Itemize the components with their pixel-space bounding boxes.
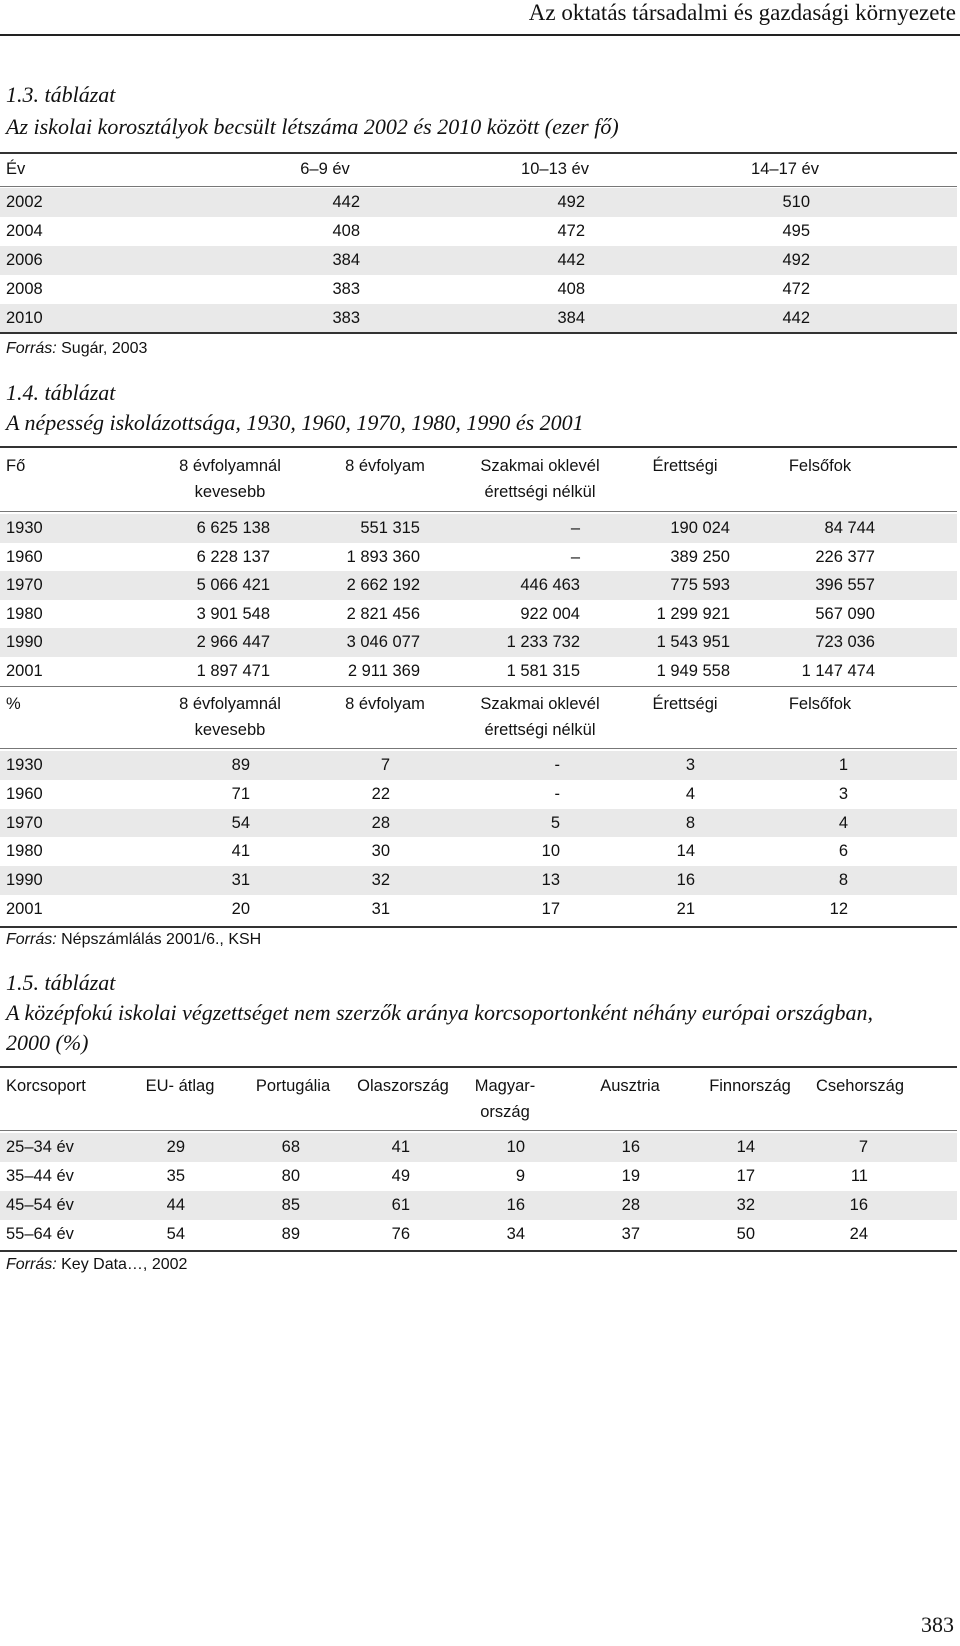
table-cell: 49 bbox=[391, 1167, 410, 1185]
table-1-4-mid-rule bbox=[0, 686, 957, 687]
table-cell: 1 bbox=[838, 756, 848, 774]
table-cell: 1 233 732 bbox=[506, 633, 580, 651]
column-header: Fő bbox=[6, 457, 26, 475]
column-header-line-2: kevesebb bbox=[194, 483, 266, 501]
table-cell: 11 bbox=[850, 1167, 868, 1185]
table-cell: 2008 bbox=[6, 280, 43, 298]
table-cell: 383 bbox=[332, 280, 360, 298]
column-header: 8 évfolyamnál bbox=[179, 457, 281, 475]
table-cell: – bbox=[570, 519, 580, 537]
table-cell: 8 bbox=[685, 813, 695, 832]
table-1-3-top-rule bbox=[0, 152, 957, 154]
table-cell: 31 bbox=[371, 900, 390, 918]
table-cell: 32 bbox=[371, 871, 390, 890]
table-cell: 54 bbox=[166, 1225, 185, 1243]
column-header: 8 évfolyam bbox=[345, 457, 425, 475]
table-cell: 19 bbox=[621, 1167, 640, 1185]
column-header: Felsőfok bbox=[788, 695, 852, 713]
column-header: % bbox=[6, 695, 21, 713]
column-header: 14–17 év bbox=[751, 160, 819, 178]
table-1-4-bottom-rule bbox=[0, 926, 957, 928]
table-cell: 1 897 471 bbox=[196, 661, 270, 680]
table-cell: 14 bbox=[676, 842, 695, 861]
table-row bbox=[0, 543, 957, 572]
table-cell: 2006 bbox=[6, 251, 43, 269]
table-cell: 2001 bbox=[6, 900, 43, 918]
table-1-3-bottom-rule bbox=[0, 332, 957, 334]
column-header: 8 évfolyamnál bbox=[179, 695, 281, 713]
table-cell: 4 bbox=[838, 813, 848, 832]
table-cell: 1 299 921 bbox=[656, 604, 730, 623]
table-row bbox=[0, 246, 957, 275]
table-cell: 16 bbox=[849, 1196, 868, 1214]
column-header-line-2: ország bbox=[480, 1103, 530, 1121]
table-cell: 17 bbox=[541, 900, 560, 918]
table-cell: - bbox=[554, 784, 560, 803]
table-cell: 384 bbox=[332, 251, 360, 269]
table-cell: 1 581 315 bbox=[506, 661, 580, 680]
table-cell: 28 bbox=[371, 813, 390, 832]
column-header: Szakmai oklevél bbox=[480, 457, 600, 475]
table-cell: 408 bbox=[332, 222, 360, 240]
column-header: Év bbox=[6, 160, 26, 178]
column-header: Korcsoport bbox=[6, 1077, 86, 1095]
table-cell: 922 004 bbox=[520, 604, 580, 623]
table-1-5-title-line-2: 2000 (%) bbox=[6, 1030, 89, 1055]
table-cell: 34 bbox=[506, 1225, 525, 1243]
table-cell: 3 bbox=[685, 756, 695, 774]
table-cell: 32 bbox=[736, 1196, 755, 1214]
table-cell: 7 bbox=[858, 1138, 868, 1156]
table-cell: 31 bbox=[231, 871, 250, 890]
column-header: Felsőfok bbox=[788, 457, 852, 475]
table-1-5-source bbox=[6, 1256, 187, 1274]
table-cell: 50 bbox=[736, 1225, 755, 1243]
table-cell: 16 bbox=[676, 871, 695, 890]
table-cell: 3 bbox=[838, 784, 848, 803]
table-1-4-source bbox=[6, 931, 261, 949]
table-cell: 510 bbox=[782, 193, 810, 211]
table-cell: 383 bbox=[332, 309, 360, 327]
table-cell: 2 966 447 bbox=[196, 633, 270, 651]
table-cell: 41 bbox=[391, 1138, 410, 1156]
table-cell: 29 bbox=[166, 1138, 185, 1156]
table-1-5-top-rule bbox=[0, 1066, 957, 1068]
column-header: 8 évfolyam bbox=[345, 695, 425, 713]
table-cell: 17 bbox=[736, 1167, 755, 1185]
table-cell: 45–54 év bbox=[6, 1196, 74, 1214]
table-cell: 68 bbox=[281, 1138, 300, 1156]
source-label: Forrás: bbox=[6, 931, 57, 948]
table-row bbox=[0, 895, 957, 924]
table-cell: 1 543 951 bbox=[656, 633, 730, 651]
table-1-4-title: A népesség iskolázottsága, 1930, 1960, 1970, 1980, 1990 és 2001 bbox=[6, 410, 584, 435]
table-cell: 28 bbox=[621, 1196, 640, 1214]
table-cell: 14 bbox=[736, 1138, 755, 1156]
table-cell: 2 662 192 bbox=[346, 576, 420, 594]
table-row bbox=[0, 571, 957, 600]
table-cell: 492 bbox=[557, 193, 585, 211]
table-cell: 446 463 bbox=[520, 576, 580, 594]
table-cell: 6 bbox=[838, 842, 848, 861]
table-cell: 1960 bbox=[6, 784, 43, 803]
source-text: Sugár, 2003 bbox=[56, 340, 148, 357]
table-row bbox=[0, 837, 957, 866]
table-row bbox=[0, 600, 957, 629]
table-1-5-label: 1.5. táblázat bbox=[6, 970, 116, 995]
table-cell: 1 893 360 bbox=[346, 547, 420, 566]
table-cell: 567 090 bbox=[815, 604, 875, 623]
table-cell: 12 bbox=[829, 900, 848, 918]
table-row bbox=[0, 628, 957, 657]
table-cell: 61 bbox=[391, 1196, 410, 1214]
table-cell: 1930 bbox=[6, 519, 43, 537]
table-cell: 389 250 bbox=[670, 547, 730, 566]
table-cell: 21 bbox=[676, 900, 695, 918]
table-cell: 30 bbox=[371, 842, 390, 861]
column-header: Érettségi bbox=[652, 695, 718, 713]
table-cell: 16 bbox=[621, 1138, 640, 1156]
table-row bbox=[0, 514, 957, 543]
column-header-line-2: érettségi nélkül bbox=[484, 483, 596, 501]
running-head-title: Az oktatás társadalmi és gazdasági környezete bbox=[528, 0, 956, 25]
table-cell: 2 911 369 bbox=[347, 661, 420, 680]
table-cell: 1960 bbox=[6, 547, 43, 566]
table-1-5-header-rule bbox=[0, 1130, 957, 1131]
table-row bbox=[0, 780, 957, 809]
table-row bbox=[0, 1162, 957, 1191]
table-cell: 1990 bbox=[6, 871, 43, 890]
column-header: Portugália bbox=[255, 1077, 331, 1095]
table-cell: 35–44 év bbox=[6, 1167, 74, 1185]
table-cell: 76 bbox=[391, 1225, 410, 1243]
table-cell: 723 036 bbox=[815, 633, 875, 651]
source-text: Key Data…, 2002 bbox=[56, 1256, 188, 1273]
table-cell: 472 bbox=[557, 222, 585, 240]
table-cell: 6 625 138 bbox=[196, 519, 270, 537]
column-header: 6–9 év bbox=[300, 160, 350, 178]
column-header: Csehország bbox=[815, 1077, 905, 1095]
table-cell: 16 bbox=[506, 1196, 525, 1214]
column-header: 10–13 év bbox=[521, 160, 589, 178]
table-cell: 84 744 bbox=[824, 519, 875, 537]
table-cell: 13 bbox=[541, 871, 560, 890]
table-1-3-header-rule bbox=[0, 186, 957, 187]
table-cell: 775 593 bbox=[670, 576, 730, 594]
table-cell: 4 bbox=[685, 784, 695, 803]
table-1-3-title: Az iskolai korosztályok becsült létszáma 2002 és 2010 között (ezer fő) bbox=[6, 114, 619, 139]
column-header: Érettségi bbox=[652, 457, 718, 475]
table-cell: 3 046 077 bbox=[346, 633, 420, 651]
table-1-4-top-rule bbox=[0, 446, 957, 448]
table-cell: 54 bbox=[231, 813, 250, 832]
table-cell: 35 bbox=[166, 1167, 185, 1185]
table-cell: 10 bbox=[541, 842, 560, 861]
table-row bbox=[0, 751, 957, 780]
table-cell: 1990 bbox=[6, 633, 43, 651]
table-cell: 396 557 bbox=[815, 576, 875, 594]
table-cell: 1980 bbox=[6, 604, 43, 623]
table-cell: 1980 bbox=[6, 842, 43, 861]
table-cell: 190 024 bbox=[670, 519, 730, 537]
table-cell: 55–64 év bbox=[6, 1225, 74, 1243]
column-header: Magyar- bbox=[474, 1077, 536, 1095]
table-cell: 24 bbox=[849, 1225, 868, 1243]
table-cell: 1 147 474 bbox=[801, 661, 875, 680]
page-number: 383 bbox=[921, 1612, 954, 1637]
table-1-3-label: 1.3. táblázat bbox=[6, 82, 116, 107]
table-row bbox=[0, 657, 957, 686]
table-cell: 25–34 év bbox=[6, 1138, 74, 1156]
table-cell: 8 bbox=[838, 871, 848, 890]
source-text: Népszámlálás 2001/6., KSH bbox=[56, 931, 262, 948]
table-cell: 85 bbox=[281, 1196, 300, 1214]
table-cell: 408 bbox=[557, 280, 585, 298]
running-header bbox=[0, 0, 960, 36]
table-cell: 6 228 137 bbox=[196, 547, 270, 566]
table-row bbox=[0, 809, 957, 838]
table-cell: 3 901 548 bbox=[196, 604, 270, 623]
table-cell: 384 bbox=[557, 309, 585, 327]
table-cell: 1930 bbox=[6, 756, 43, 774]
table-cell: 7 bbox=[380, 756, 390, 774]
table-cell: 89 bbox=[281, 1225, 300, 1243]
source-label: Forrás: bbox=[6, 340, 57, 357]
table-cell: 2 821 456 bbox=[346, 604, 420, 623]
table-row bbox=[0, 1133, 957, 1162]
table-row bbox=[0, 304, 957, 333]
table-cell: 226 377 bbox=[815, 547, 875, 566]
table-row bbox=[0, 217, 957, 246]
table-cell: – bbox=[570, 547, 580, 566]
table-cell: 551 315 bbox=[360, 519, 420, 537]
table-cell: 5 bbox=[550, 813, 560, 832]
table-cell: 495 bbox=[782, 222, 810, 240]
table-1-3-source bbox=[6, 340, 147, 358]
table-cell: 89 bbox=[231, 756, 250, 774]
table-cell: 472 bbox=[782, 280, 810, 298]
table-cell: 1 949 558 bbox=[656, 661, 730, 680]
table-cell: 10 bbox=[506, 1138, 525, 1156]
column-header-line-2: kevesebb bbox=[194, 721, 266, 739]
table-row bbox=[0, 275, 957, 304]
column-header: Finnország bbox=[709, 1077, 791, 1095]
table-cell: 20 bbox=[231, 900, 250, 918]
table-cell: 2001 bbox=[6, 661, 43, 680]
table-1-4-label: 1.4. táblázat bbox=[6, 380, 116, 405]
table-cell: 442 bbox=[557, 251, 585, 269]
table-cell: 442 bbox=[332, 193, 360, 211]
table-cell: 22 bbox=[371, 784, 390, 803]
table-cell: - bbox=[554, 756, 560, 774]
table-cell: 2010 bbox=[6, 309, 43, 327]
table-cell: 2002 bbox=[6, 193, 43, 211]
table-cell: 442 bbox=[782, 309, 810, 327]
table-cell: 37 bbox=[621, 1225, 640, 1243]
table-1-5-title-line-1: A középfokú iskolai végzettséget nem szerzők aránya korcsoportonként néhány európai országban, bbox=[6, 1000, 874, 1025]
column-header: Olaszország bbox=[357, 1077, 449, 1095]
table-cell: 80 bbox=[281, 1167, 300, 1185]
table-cell: 5 066 421 bbox=[196, 576, 270, 594]
table-1-4-header-rule-a bbox=[0, 511, 957, 512]
table-cell: 41 bbox=[231, 842, 250, 861]
table-cell: 1970 bbox=[6, 576, 43, 594]
table-cell: 1970 bbox=[6, 813, 43, 832]
table-cell: 2004 bbox=[6, 222, 43, 240]
table-cell: 9 bbox=[515, 1167, 525, 1185]
table-row bbox=[0, 1191, 957, 1220]
table-cell: 44 bbox=[166, 1196, 185, 1214]
table-cell: 492 bbox=[782, 251, 810, 269]
column-header: Ausztria bbox=[600, 1077, 660, 1095]
column-header: Szakmai oklevél bbox=[480, 695, 600, 713]
table-row bbox=[0, 866, 957, 895]
table-row bbox=[0, 188, 957, 217]
table-row bbox=[0, 1220, 957, 1249]
source-label: Forrás: bbox=[6, 1256, 57, 1273]
column-header-line-2: érettségi nélkül bbox=[484, 721, 596, 739]
table-1-5-bottom-rule bbox=[0, 1250, 957, 1252]
column-header: EU- átlag bbox=[145, 1077, 215, 1095]
table-1-4-header-rule-b bbox=[0, 748, 957, 749]
table-cell: 71 bbox=[231, 784, 250, 803]
